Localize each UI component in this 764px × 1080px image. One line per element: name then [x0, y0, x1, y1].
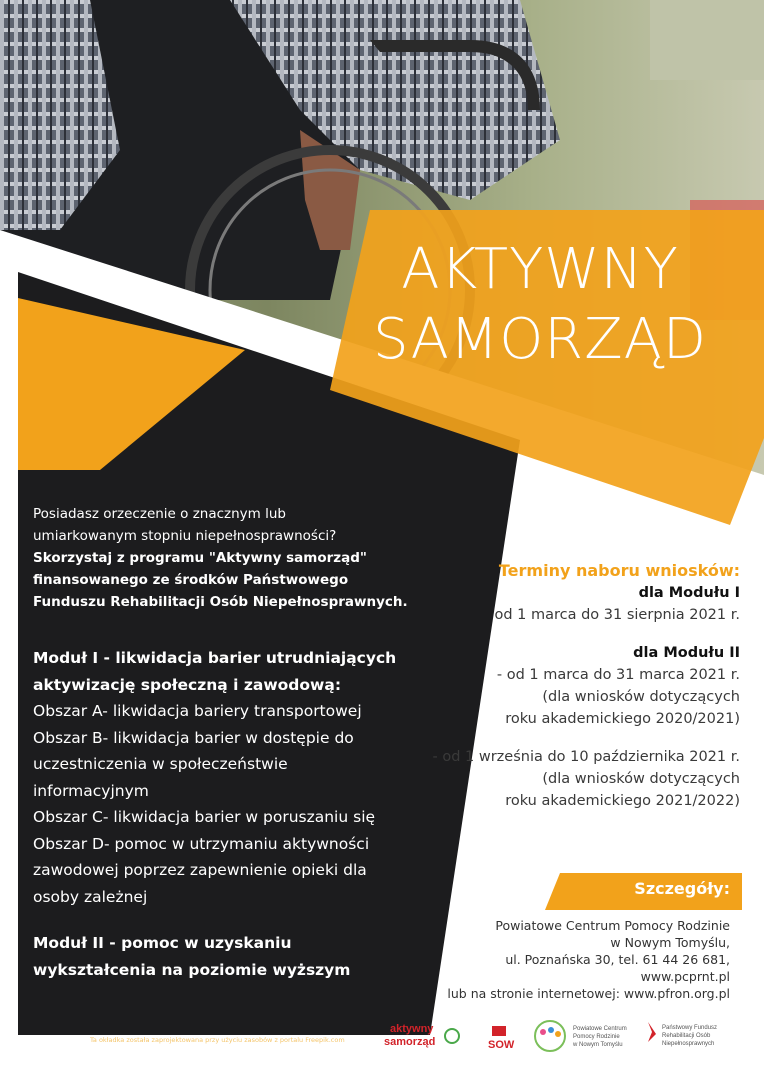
contact-line: ul. Poznańska 30, tel. 61 44 26 681,	[505, 952, 730, 967]
area-b: Obszar B- likwidacja barier w dostępie do	[33, 728, 354, 747]
logo4-line2: Rehabilitacji Osób	[662, 1033, 711, 1039]
module2-note: roku akademickiego 2021/2022)	[505, 793, 740, 809]
area-d: zawodowej poprzez zapewnienie opieki dla	[33, 861, 367, 879]
module1-label: dla Modułu I	[638, 585, 740, 601]
module2-note: roku akademickiego 2020/2021)	[505, 711, 740, 727]
poster-title-line1: AKTYWNY	[401, 237, 679, 302]
aktywny-samorzad-logo	[384, 1023, 459, 1048]
poster-title-line2: SAMORZĄD	[373, 307, 707, 372]
logo1-line2: samorząd	[384, 1036, 436, 1048]
footer-credit: Ta okładka została zaprojektowana przy użyciu zasobów z portalu Freepik.com	[90, 1036, 345, 1044]
intro-bold-line: Skorzystaj z programu "Aktywny samorząd"	[33, 550, 367, 566]
area-a: Obszar A- likwidacja bariery transportowej	[33, 702, 362, 720]
area-b: informacyjnym	[33, 781, 149, 800]
intro-line: umiarkowanym stopniu niepełnosprawności?	[33, 528, 337, 544]
logo4-line1: Państwowy Fundusz	[662, 1025, 718, 1031]
intro-line: Posiadasz orzeczenie o znacznym lub	[33, 506, 286, 522]
module2-heading: Moduł II - pomoc w uzyskaniu	[33, 934, 292, 952]
module2-dates-b: - od 1 września do 10 października 2021 r.	[432, 749, 740, 765]
intro-bold-line: Funduszu Rehabilitacji Osób Niepełnosprawnych.	[33, 594, 408, 610]
contact-website-link[interactable]: www.pcprnt.pl	[640, 969, 730, 984]
logo3-line3: w Nowym Tomyślu	[573, 1042, 623, 1048]
module2-note: (dla wniosków dotyczących	[542, 771, 740, 787]
contact-info	[370, 917, 730, 1002]
module2-dates-a: - od 1 marca do 31 marca 2021 r.	[496, 667, 740, 683]
logo4-line3: Niepełnosprawnych	[662, 1041, 715, 1047]
module2-label: dla Modułu II	[633, 645, 740, 661]
partner-logos	[380, 1012, 750, 1062]
pcpr-logo	[535, 1021, 627, 1051]
area-b: uczestniczenia w społeczeństwie	[33, 755, 288, 773]
contact-line[interactable]: lub na stronie internetowej: www.pfron.org.pl	[447, 986, 730, 1001]
logo2-text: SOW	[488, 1039, 515, 1051]
pfron-logo	[648, 1022, 717, 1047]
details-heading: Szczegóły:	[634, 879, 730, 898]
module2-note: (dla wniosków dotyczących	[542, 689, 740, 705]
module2-heading: wykształcenia na poziomie wyższym	[33, 960, 351, 979]
sow-logo	[488, 1026, 515, 1051]
area-d: osoby zależnej	[33, 887, 148, 906]
contact-line: w Nowym Tomyślu,	[610, 935, 730, 950]
intro-text	[33, 503, 433, 613]
logo3-line1: Powiatowe Centrum	[573, 1026, 627, 1032]
area-d: Obszar D- pomoc w utrzymaniu aktywności	[33, 834, 370, 853]
module1-heading: Moduł I - likwidacja barier utrudniających	[33, 649, 397, 667]
logo1-line1: aktywny	[390, 1023, 434, 1035]
logo3-line2: Pomocy Rodzinie	[573, 1034, 620, 1040]
intro-bold-line: finansowanego ze środków Państwowego	[33, 572, 349, 588]
contact-line: Powiatowe Centrum Pomocy Rodzinie	[495, 918, 730, 933]
module1-heading: aktywizację społeczną i zawodową:	[33, 675, 342, 694]
terms-heading: Terminy naboru wniosków:	[498, 561, 740, 580]
application-terms	[380, 560, 740, 812]
module1-dates: od 1 marca do 31 sierpnia 2021 r.	[494, 607, 740, 623]
area-c: Obszar C- likwidacja barier w poruszaniu się	[33, 808, 376, 826]
